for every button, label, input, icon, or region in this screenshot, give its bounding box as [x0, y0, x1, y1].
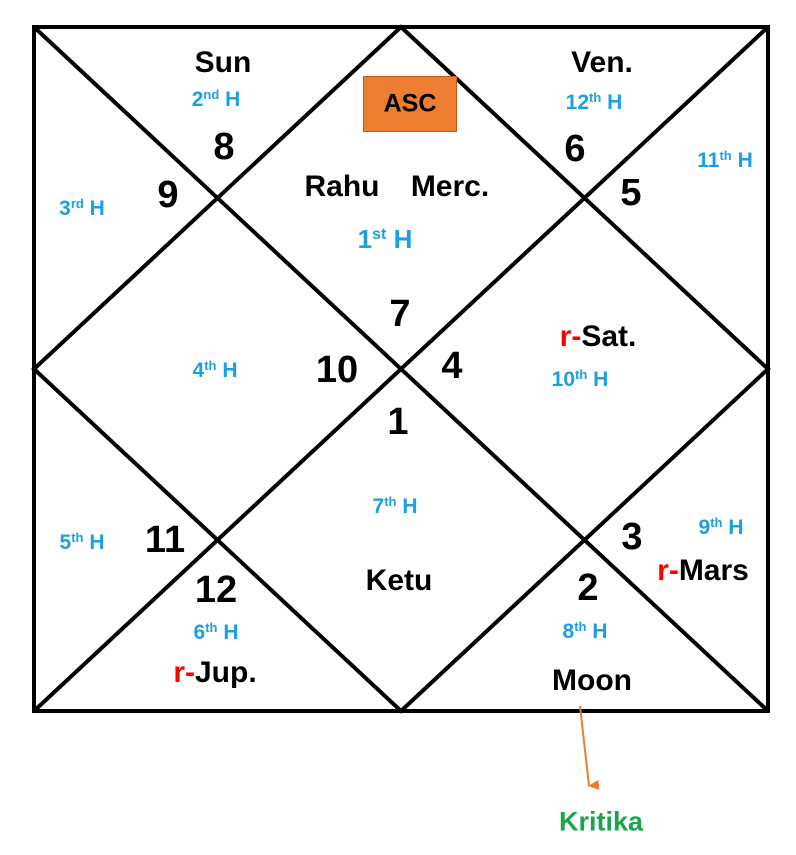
sign-number-house-10: 4: [441, 345, 463, 387]
sign-number-house-11: 5: [620, 172, 642, 214]
retrograde-marker: r-: [657, 554, 679, 587]
planet-saturn: r-Sat.: [559, 320, 637, 353]
planet-moon: Moon: [552, 664, 632, 697]
house-label-10: 10th H: [551, 367, 609, 391]
sign-number-house-6: 12: [194, 569, 238, 611]
sign-number-house-4: 10: [315, 349, 359, 391]
retrograde-marker: r-: [173, 656, 195, 689]
house-label-3: 3rd H: [59, 196, 105, 220]
sign-number-house-2: 8: [213, 126, 235, 168]
nakshatra-label: Kritika: [558, 806, 644, 837]
planet-venus: Ven.: [571, 46, 633, 79]
moon-arrow: [580, 706, 589, 786]
house-label-11: 11th H: [697, 148, 753, 172]
house-label-6: 6th H: [193, 620, 239, 644]
house-label-12: 12th H: [565, 90, 623, 114]
house-label-2: 2nd H: [191, 87, 241, 111]
sign-number-house-8: 2: [577, 567, 599, 609]
house-label-7: 7th H: [372, 494, 418, 518]
house-label-5: 5th H: [59, 530, 105, 554]
planet-rahu: Rahu: [304, 170, 380, 203]
planet-jupiter: r-Jup.: [173, 656, 257, 689]
planet-mars: r-Mars: [657, 554, 749, 587]
planet-sun: Sun: [194, 46, 252, 79]
asc-marker: [363, 76, 457, 132]
planet-ketu: Ketu: [365, 564, 433, 597]
retrograde-marker: r-: [559, 320, 582, 353]
sign-number-house-7: 1: [387, 401, 409, 443]
sign-number-house-5: 11: [144, 519, 186, 561]
house-label-1: 1st H: [357, 224, 413, 254]
house-label-4: 4th H: [192, 358, 238, 382]
planet-mercury: Merc.: [410, 170, 490, 203]
asc-label: ASC: [383, 89, 437, 118]
sign-number-house-12: 6: [564, 128, 586, 170]
sign-number-house-9: 3: [621, 516, 643, 558]
house-label-8: 8th H: [562, 619, 608, 643]
sign-number-house-3: 9: [157, 174, 179, 216]
house-label-9: 9th H: [698, 515, 744, 539]
sign-number-house-1: 7: [389, 293, 411, 335]
